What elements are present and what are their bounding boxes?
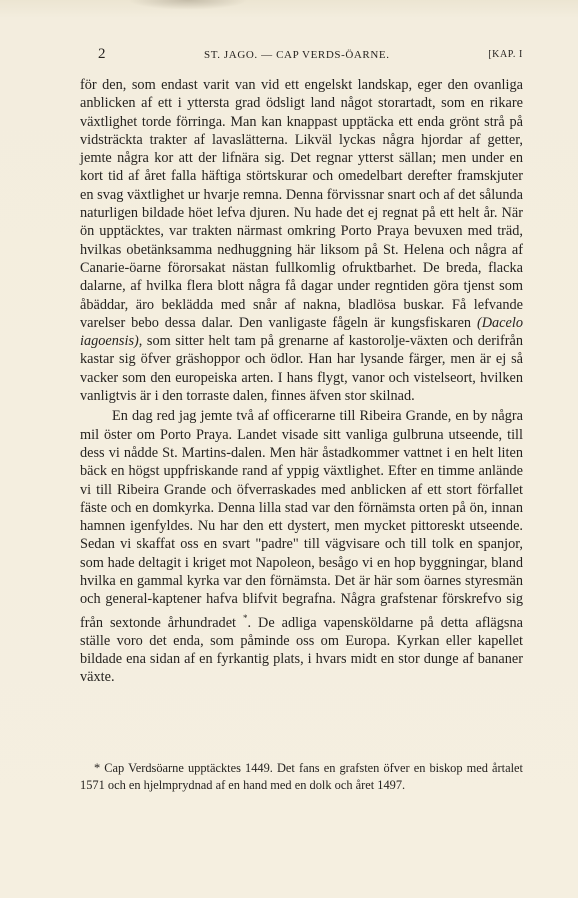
species-name: (Dacelo iagoensis) — [80, 314, 523, 350]
page-edge-shadow — [128, 0, 248, 10]
running-head — [98, 46, 523, 66]
footnote-marker: * — [94, 761, 101, 775]
footnote — [80, 760, 523, 793]
page-number: 2 — [98, 46, 107, 62]
paragraph-2-text-end: . De adliga vapensköldarne på detta aflägsna ställe voro det enda, som påminde oss om Europa. Kyrkan eller kapellet bildade ena sidan af en fyrkantig plats, i hvars midt en stor dunge af bananer växte. — [80, 614, 523, 686]
footnote-reference: * — [242, 612, 248, 623]
paragraph-2-text: En dag red jag jemte två af officerarne till Ribeira Grande, en by några mil öster om Porto Praya. Landet visade sitt vanliga gulbruna utseende, till dess vi nådde St. Martins-dalen. Men här åstadkommer vattnet i en helt liten bäck en högst uppfriskande rand af yppig växtlighet. Efter en timme anlände vi till Ribeira Grande och öfverraskades med anblicken af ett stort förfallet fäste och en domkyrka. Denna lilla stad var den förnämsta orten på ön, innan hamnen igenfyldes. Nu har den ett dystert, men mycket pittoreskt utseende. Sedan vi skaffat oss en svart "padre" till vägvisare och till tolk en spanjor, som hade deltagit i kriget mot Napoleon, besågo vi en hop byggningar, bland hvilka en gammal kyrka var den förnämsta. Det är här som öarnes styresmän och general-kaptener hafva blifvit begrafna. Några grafstenar förskrefvo sig från sextonde århundradet — [80, 408, 523, 631]
paragraph-1-text: för den, som endast varit van vid ett engelskt landskap, eger den ovanliga anblicken af ett i yttersta grad ödsligt land något storartadt, som en rikare växtlighet torde förringa. Man kan knappast upptäcka ett enda grönt strå på vidsträckta trakter af lavaslätterna. Likväl lyckas några hjordar af getter, jemte några kor att der lifnära sig. Det regnar ytterst sällan; men under en kort tid af året falla häftiga störtskurar och omedelbart derefter framskjuter en svag växtlighet ur hvarje remna. Denna förvissnar snart och af det sålunda naturligen bildade höet lefva djuren. Nu hade det ej regnat på ett helt år. När ön upptäcktes, var trakten närmast omkring Porto Praya bevuxen med träd, hvilkas obetänksamma nedhuggning här liksom på St. Helena och några af Canarie-öarne förorsakat nästan fullkomlig ofruktbarhet. De breda, flacka dalarne, af hvilka flera blott några få dagar under regntiden göra tjenst som åbäddar, äro beklädda med snår af nakna, bladlösa buskar. Få lefvande varelser bebo dessa dalar. Den vanligaste fågeln är kungsfiskaren — [80, 77, 523, 331]
paragraph-1-text-end: , som sitter helt tam på grenarne af kastorolje-växten och derifrån kastar sig öfver gräshoppor och ödlor. Han har lysande färger, men är ej så vacker som den europeiska arten. I hans flygt, vanor och vistelseort, hvilken vanligtvis är i den torraste dalen, finnes äfven stor skilnad. — [80, 333, 523, 405]
running-title: ST. JAGO. — CAP VERDS-ÖARNE. — [204, 49, 390, 61]
footnote-text: Cap Verdsöarne upptäcktes 1449. Det fans en grafsten öfver en biskop med årtalet 1571 och en hjelmprydnad af en hand med en dolk och året 1497. — [80, 761, 523, 792]
paragraph-2 — [80, 407, 523, 686]
chapter-marker: [KAP. I — [488, 49, 523, 60]
body-text — [80, 76, 523, 687]
paragraph-1 — [80, 76, 523, 405]
